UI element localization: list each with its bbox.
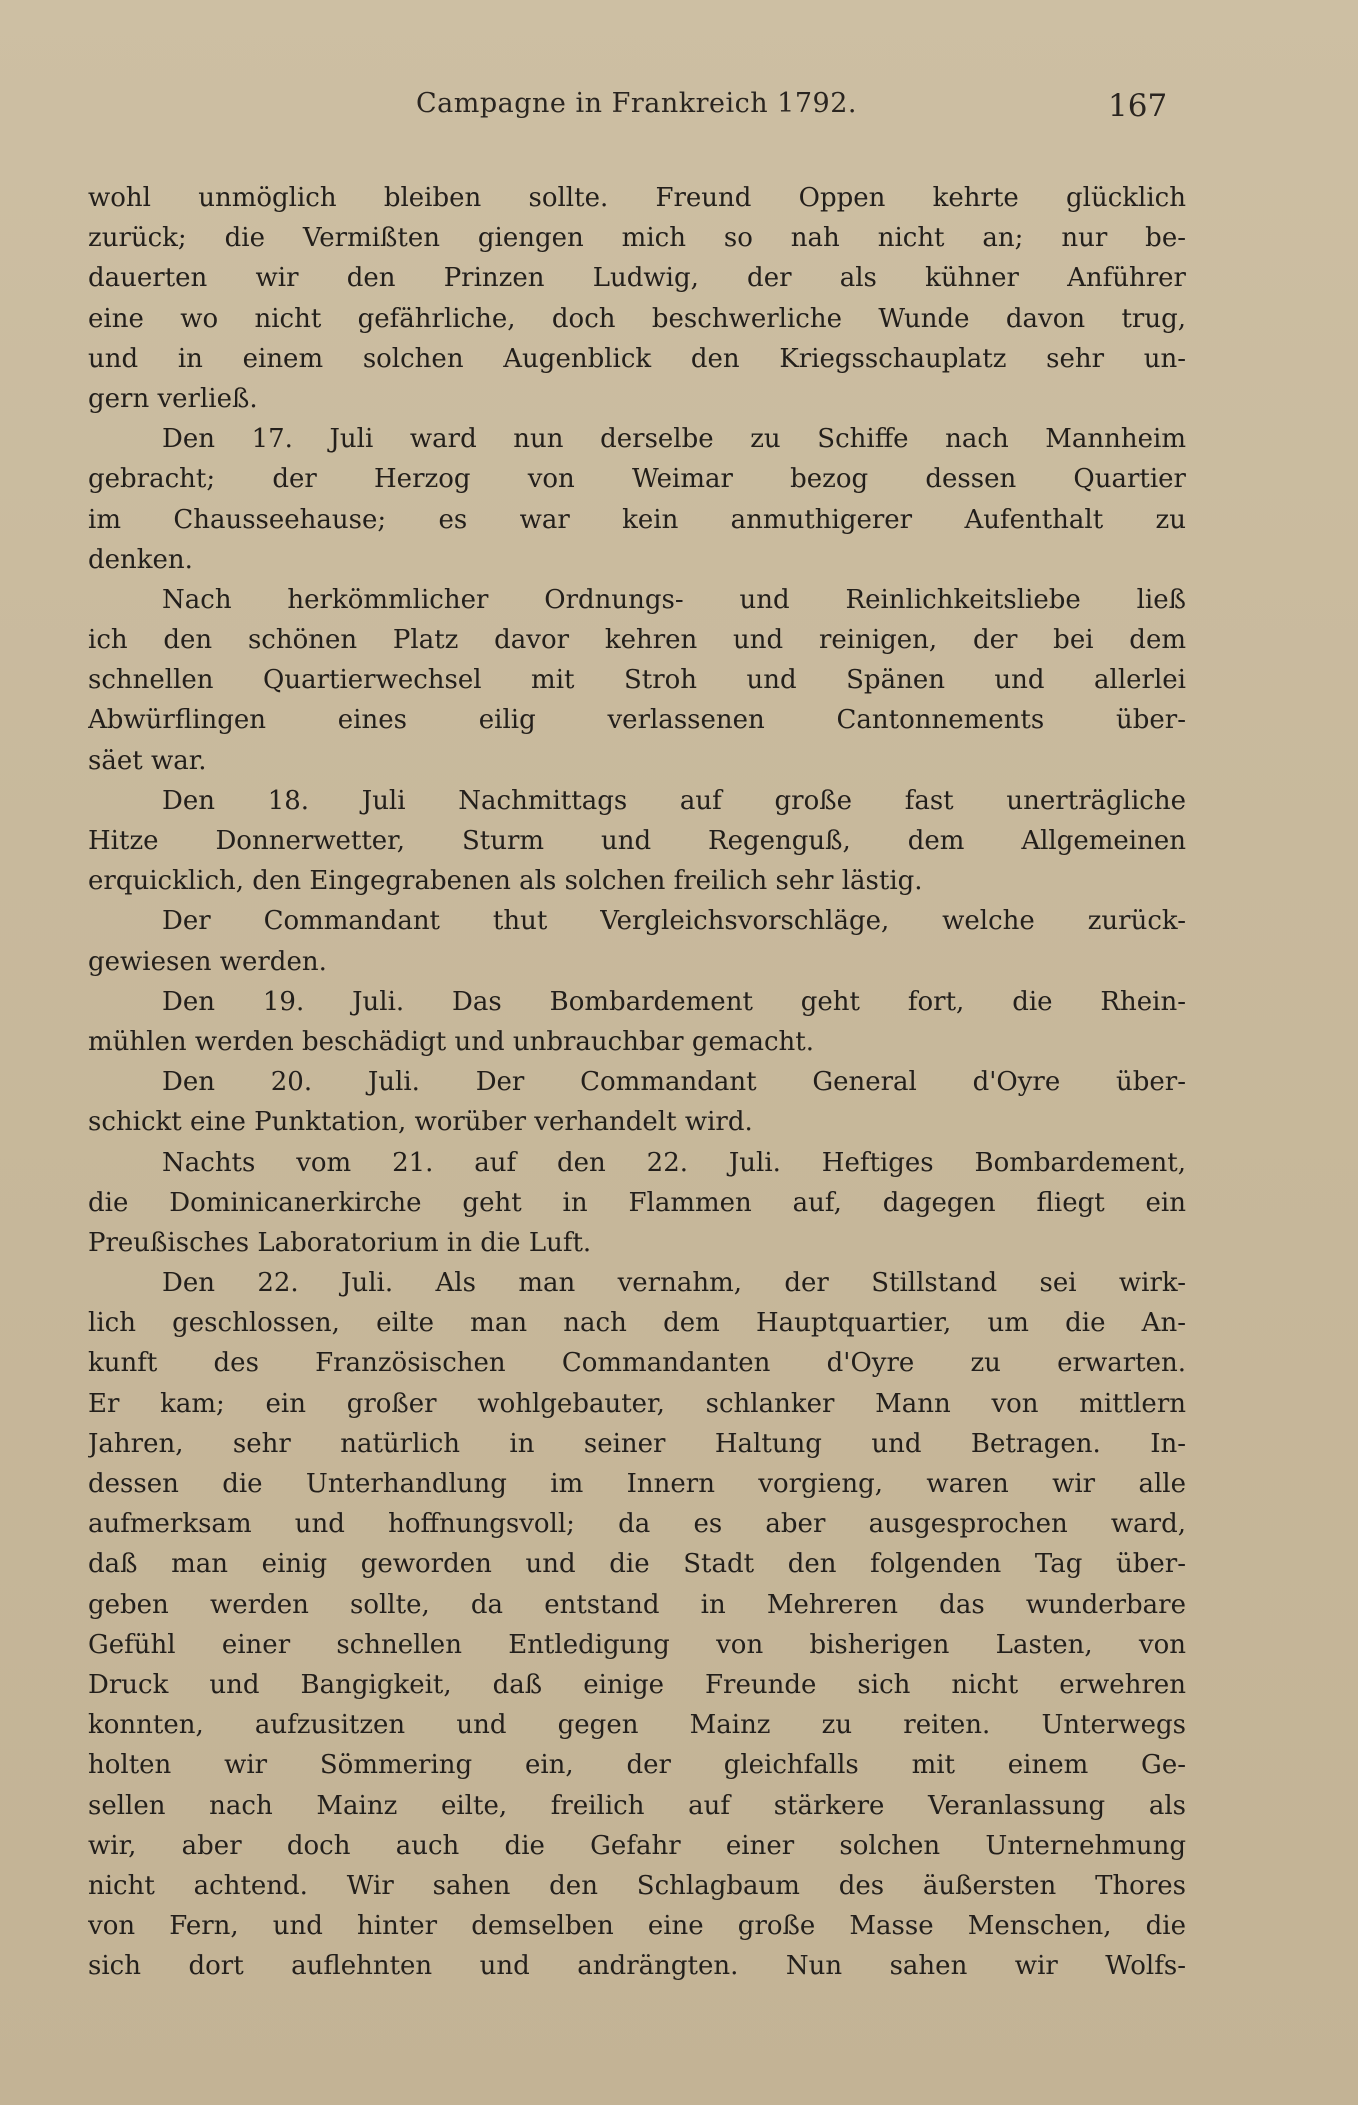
text-line: denken. [88,544,193,575]
text-line: die Dominicanerkirche geht in Flammen auf, dagegen fliegt ein [88,1187,1186,1218]
text-line: dessen die Unterhandlung im Innern vorgieng, waren wir alle [88,1469,1186,1499]
body-text [88,178,1186,1986]
text-line: säet war. [88,745,207,776]
text-line: lich geschlossen, eilte man nach dem Hauptquartier, um die An- [88,1308,1186,1339]
text-line: schnellen Quartierwechsel mit Stroh und Spänen und allerlei [88,665,1186,696]
text-line: Nach herkömmlicher Ordnungs- und Reinlichkeitsliebe ließ [162,584,1186,615]
text-line: daß man einig geworden und die Stadt den folgenden Tag über- [88,1549,1186,1580]
text-line: ich den schönen Platz davor kehren und reinigen, der bei dem [88,625,1186,656]
text-line: wir, aber doch auch die Gefahr einer solchen Unternehmung [88,1830,1186,1861]
text-line: im Chausseehause; es war kein anmuthigerer Aufenthalt zu [88,504,1186,535]
text-line: aufmerksam und hoffnungsvoll; da es aber ausgesprochen ward, [88,1509,1186,1540]
text-line: nicht achtend. Wir sahen den Schlagbaum des äußersten Thores [88,1870,1186,1901]
text-line: von Fern, und hinter demselben eine große Masse Menschen, die [88,1911,1186,1942]
text-line: erquicklich, den Eingegrabenen als solchen freilich sehr lästig. [88,866,923,897]
text-line: sellen nach Mainz eilte, freilich auf stärkere Veranlassung als [88,1790,1186,1821]
text-line: gewiesen werden. [88,946,327,977]
text-line: Nachts vom 21. auf den 22. Juli. Heftiges Bombardement, [162,1147,1186,1178]
text-line: kunft des Französischen Commandanten d'Oyre zu erwarten. [88,1348,1186,1379]
text-line: und in einem solchen Augenblick den Kriegsschauplatz sehr un- [88,343,1186,374]
text-line: eine wo nicht gefährliche, doch beschwerliche Wunde davon trug, [88,303,1186,334]
text-line: Der Commandant thut Vergleichsvorschläge, welche zurück- [162,906,1186,937]
text-line: Den 22. Juli. Als man vernahm, der Stillstand sei wirk- [162,1268,1186,1299]
text-line: Den 20. Juli. Der Commandant General d'Oyre über- [162,1067,1186,1098]
text-line: dauerten wir den Prinzen Ludwig, der als kühner Anführer [88,263,1186,294]
running-title: Campagne in Frankreich 1792. [416,88,857,119]
text-line: holten wir Sömmering ein, der gleichfalls mit einem Ge- [88,1750,1186,1781]
text-line: Er kam; ein großer wohlgebauter, schlanker Mann von mittlern [88,1388,1186,1419]
text-line: zurück; die Vermißten giengen mich so nah nicht an; nur be- [88,223,1186,254]
text-line: Den 18. Juli Nachmittags auf große fast unerträgliche [162,785,1186,816]
text-line: konnten, aufzusitzen und gegen Mainz zu reiten. Unterwegs [88,1710,1186,1741]
text-line: Jahren, sehr natürlich in seiner Haltung und Betragen. In- [88,1428,1186,1459]
text-line: Hitze Donnerwetter, Sturm und Regenguß, dem Allgemeinen [88,826,1186,856]
text-line: sich dort auflehnten und andrängten. Nun sahen wir Wolfs- [88,1951,1186,1982]
text-line: Gefühl einer schnellen Entledigung von bisherigen Lasten, von [88,1629,1186,1660]
text-line: gebracht; der Herzog von Weimar bezog dessen Quartier [88,464,1186,495]
text-line: gern verließ. [88,383,258,414]
text-line: Preußisches Laboratorium in die Luft. [88,1227,592,1258]
text-line: Den 17. Juli ward nun derselbe zu Schiffe nach Mannheim [162,424,1186,455]
text-line: wohl unmöglich bleiben sollte. Freund Oppen kehrte glücklich [88,183,1186,213]
page-header [0,88,1358,136]
text-line: mühlen werden beschädigt und unbrauchbar gemacht. [88,1026,815,1057]
text-line: geben werden sollte, da entstand in Mehreren das wunderbare [88,1589,1186,1620]
text-line: Den 19. Juli. Das Bombardement geht fort, die Rhein- [162,986,1186,1017]
text-line: Druck und Bangigkeit, daß einige Freunde sich nicht erwehren [88,1669,1186,1700]
text-line: Abwürflingen eines eilig verlassenen Cantonnements über- [88,705,1186,736]
text-line: schickt eine Punktation, worüber verhandelt wird. [88,1107,753,1138]
page-number: 167 [1108,88,1168,124]
